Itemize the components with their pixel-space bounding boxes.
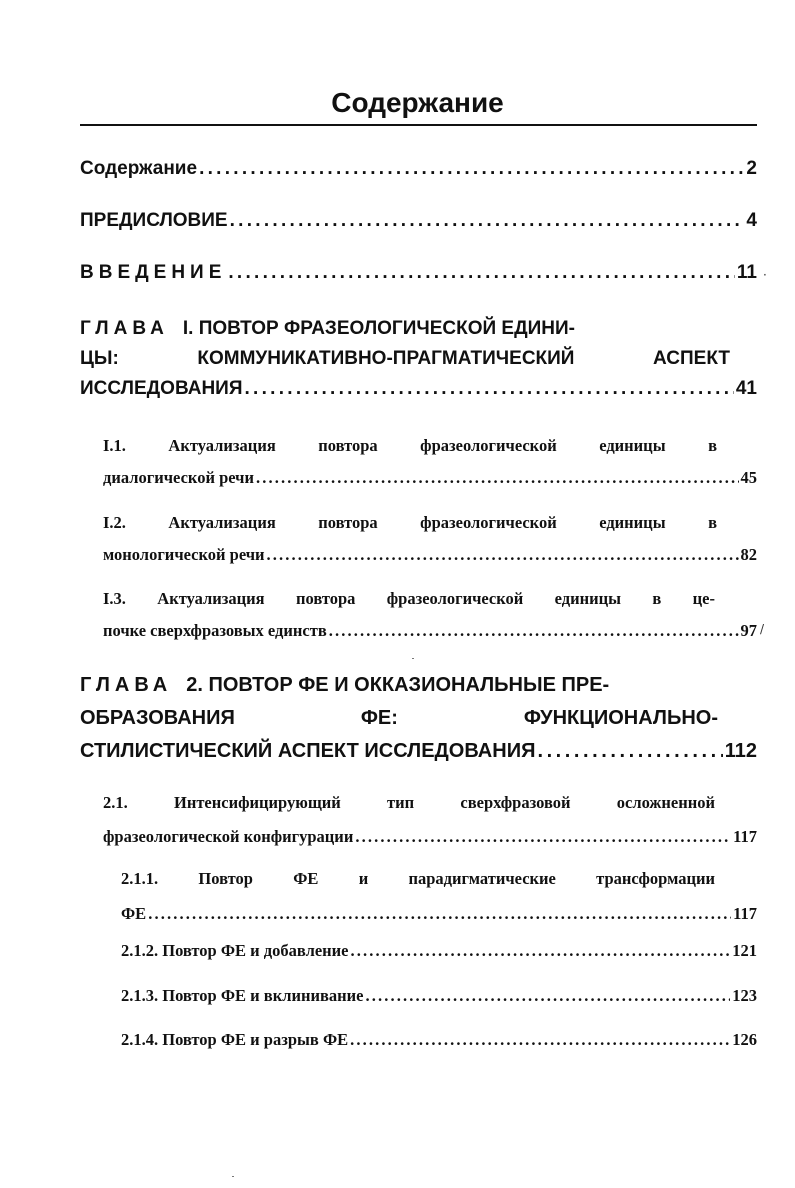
toc-page-number: 123	[732, 986, 757, 1005]
toc-page-number: 117	[733, 827, 757, 846]
section-title-line-1: 2.1.1. Повтор ФЕ и парадигматические трансформации	[121, 869, 715, 888]
chapter-title-line-2: ОБРАЗОВАНИЯ ФЕ: ФУНКЦИОНАЛЬНО-	[80, 707, 718, 729]
dot-leader	[230, 210, 745, 232]
dot-leader	[350, 1030, 730, 1050]
chapter-prefix: ГЛАВА	[80, 318, 169, 339]
dot-leader	[355, 820, 731, 854]
dot-leader	[267, 539, 739, 571]
title-underline	[80, 124, 757, 126]
page-title: Содержание	[331, 87, 504, 118]
toc-entry-chapter-2[interactable]	[80, 669, 757, 768]
dot-leader	[537, 735, 722, 768]
toc-page-number: 126	[732, 1030, 757, 1049]
toc-entry-section-1-2[interactable]	[103, 507, 757, 571]
margin-mark: /	[760, 622, 765, 636]
toc-page-number: 121	[732, 941, 757, 960]
toc-entry-section-2-1-1[interactable]	[121, 861, 757, 931]
toc-entry-section-2-1[interactable]	[103, 786, 757, 854]
toc-page-number: 2	[746, 158, 757, 179]
toc-entry-title: Содержание	[80, 158, 198, 179]
section-title-line-2: монологической речи	[103, 545, 265, 564]
scan-speck	[412, 658, 414, 659]
toc-entry-title: ВВЕДЕНИЕ	[80, 262, 227, 283]
dot-leader	[351, 941, 731, 961]
chapter-title-line-3: ИССЛЕДОВАНИЯ	[80, 378, 243, 399]
scan-speck	[232, 1176, 234, 1177]
toc-entry-title: 2.1.2. Повтор ФЕ и добавление	[121, 941, 349, 960]
chapter-prefix: ГЛАВА	[80, 674, 173, 696]
toc-entry-contents[interactable]	[80, 158, 757, 180]
toc-page-number: 11	[736, 262, 757, 283]
toc-page-number: 112	[724, 740, 757, 762]
section-title-line-2: почке сверхфразовых единств	[103, 621, 327, 640]
toc-page-number: 45	[740, 468, 757, 487]
chapter-title-line-3: СТИЛИСТИЧЕСКИЙ АСПЕКТ ИССЛЕДОВАНИЯ	[80, 740, 536, 762]
toc-page-number: 82	[740, 545, 757, 564]
toc-entry-title: 2.1.3. Повтор ФЕ и вклинивание	[121, 986, 364, 1005]
toc-entry-section-2-1-2[interactable]	[121, 941, 757, 961]
chapter-title-line-1: I. ПОВТОР ФРАЗЕОЛОГИЧЕСКОЙ ЕДИНИ-	[182, 318, 575, 339]
toc-entry-title: ПРЕДИСЛОВИЕ	[80, 210, 228, 231]
dot-leader	[228, 262, 735, 284]
dot-leader	[366, 986, 731, 1006]
toc-page-number: 41	[735, 378, 757, 399]
section-title-line-2: фразеологической конфигурации	[103, 827, 354, 846]
toc-entry-preface[interactable]	[80, 210, 757, 232]
toc-entry-section-2-1-4[interactable]	[121, 1030, 757, 1050]
toc-page-number: 117	[733, 904, 757, 923]
toc-entry-section-1-1[interactable]	[103, 430, 757, 494]
chapter-title-line-1: 2. ПОВТОР ФЕ И ОККАЗИОНАЛЬНЫЕ ПРЕ-	[186, 674, 610, 696]
section-title-line-1: 2.1. Интенсифицирующий тип сверхфразовой осложненной	[103, 793, 715, 812]
toc-entry-section-1-3[interactable]	[103, 583, 757, 647]
section-title-line-1: I.3. Актуализация повтора фразеологической единицы в це-	[103, 589, 715, 608]
margin-mark: ·	[763, 268, 767, 282]
toc-entry-introduction[interactable]	[80, 262, 757, 284]
dot-leader	[148, 896, 731, 931]
section-title-line-1: I.2. Актуализация повтора фразеологической единицы в	[103, 513, 717, 532]
dot-leader	[329, 615, 739, 647]
toc-page-number: 4	[746, 210, 757, 231]
dot-leader	[199, 158, 744, 180]
dot-leader	[256, 462, 739, 494]
section-title-line-1: I.1. Актуализация повтора фразеологической единицы в	[103, 436, 717, 455]
section-title-line-2: диалогической речи	[103, 468, 254, 487]
dot-leader	[244, 374, 733, 404]
section-title-line-2: ФЕ	[121, 904, 147, 923]
toc-page-number: 97	[740, 621, 757, 640]
toc-entry-section-2-1-3[interactable]	[121, 986, 757, 1006]
toc-entry-chapter-1[interactable]	[80, 314, 757, 404]
chapter-title-line-2: ЦЫ: КОММУНИКАТИВНО-ПРАГМАТИЧЕСКИЙ АСПЕКТ	[80, 348, 730, 369]
toc-entry-title: 2.1.4. Повтор ФЕ и разрыв ФЕ	[121, 1030, 349, 1049]
